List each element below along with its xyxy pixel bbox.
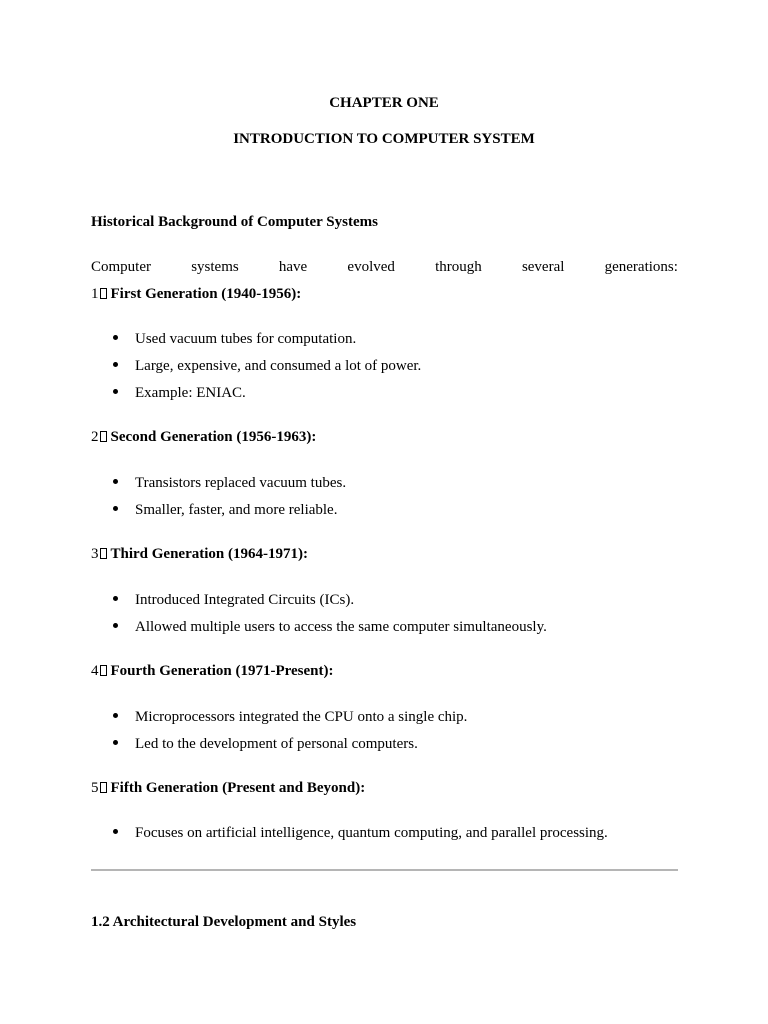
generation-heading-2 xyxy=(91,428,316,446)
list-item xyxy=(113,708,467,726)
bullet-icon xyxy=(113,479,118,484)
missing-glyph-icon xyxy=(100,431,107,442)
bullet-icon xyxy=(113,596,118,601)
chapter-title: INTRODUCTION TO COMPUTER SYSTEM xyxy=(233,131,535,147)
bullet-icon xyxy=(113,362,118,367)
generation-heading-1 xyxy=(91,285,301,303)
horizontal-rule xyxy=(91,869,678,871)
generation-number: 5 xyxy=(91,780,99,796)
missing-glyph-icon xyxy=(100,288,107,299)
list-item-text: Used vacuum tubes for computation. xyxy=(135,331,357,347)
missing-glyph-icon xyxy=(100,548,107,559)
generation-title: Fifth Generation (Present and Beyond): xyxy=(110,780,366,796)
list-item xyxy=(113,735,418,753)
list-item xyxy=(113,501,337,519)
generation-number: 3 xyxy=(91,546,99,562)
generation-title: First Generation (1940-1956): xyxy=(110,286,302,302)
intro-word: through xyxy=(435,259,482,275)
section-heading: Historical Background of Computer Systems xyxy=(91,214,378,230)
list-item-text: Microprocessors integrated the CPU onto a single chip. xyxy=(135,709,468,725)
list-item-text: Large, expensive, and consumed a lot of power. xyxy=(135,358,422,374)
next-section-heading: 1.2 Architectural Development and Styles xyxy=(91,914,357,930)
chapter-label: CHAPTER ONE xyxy=(329,95,439,111)
generation-number: 4 xyxy=(91,663,99,679)
list-item-text: Example: ENIAC. xyxy=(135,385,246,401)
list-item xyxy=(113,330,356,348)
list-item xyxy=(113,591,354,609)
intro-word: several xyxy=(521,259,565,275)
list-item-text: Allowed multiple users to access the same computer simultaneously. xyxy=(135,619,547,635)
bullet-icon xyxy=(113,623,118,628)
intro-word: have xyxy=(278,259,308,275)
missing-glyph-icon xyxy=(100,665,107,676)
list-item-text: Led to the development of personal computers. xyxy=(135,736,418,752)
list-item xyxy=(113,618,547,636)
list-item xyxy=(113,824,608,842)
list-item-text: Transistors replaced vacuum tubes. xyxy=(135,475,347,491)
bullet-icon xyxy=(113,829,118,834)
intro-word: Computer xyxy=(91,259,151,275)
generation-title: Second Generation (1956-1963): xyxy=(110,429,317,445)
bullet-icon xyxy=(113,389,118,394)
list-item xyxy=(113,357,421,375)
bullet-icon xyxy=(113,713,118,718)
list-item xyxy=(113,384,246,402)
intro-word: evolved xyxy=(347,259,395,275)
bullet-icon xyxy=(113,740,118,745)
list-item-text: Smaller, faster, and more reliable. xyxy=(135,502,338,518)
generation-number: 1 xyxy=(91,286,99,302)
generation-heading-4 xyxy=(91,662,334,680)
generation-title: Fourth Generation (1971-Present): xyxy=(110,663,334,679)
generation-heading-3 xyxy=(91,545,308,563)
generation-title: Third Generation (1964-1971): xyxy=(110,546,308,562)
intro-word: generations: xyxy=(604,259,678,275)
intro-paragraph xyxy=(91,258,678,276)
bullet-icon xyxy=(113,335,118,340)
bullet-icon xyxy=(113,506,118,511)
intro-word: systems xyxy=(191,259,239,275)
list-item-text: Introduced Integrated Circuits (ICs). xyxy=(135,592,355,608)
generation-heading-5 xyxy=(91,779,365,797)
generation-number: 2 xyxy=(91,429,99,445)
list-item xyxy=(113,474,346,492)
missing-glyph-icon xyxy=(100,782,107,793)
list-item-text: Focuses on artificial intelligence, quantum computing, and parallel processing. xyxy=(135,825,608,841)
